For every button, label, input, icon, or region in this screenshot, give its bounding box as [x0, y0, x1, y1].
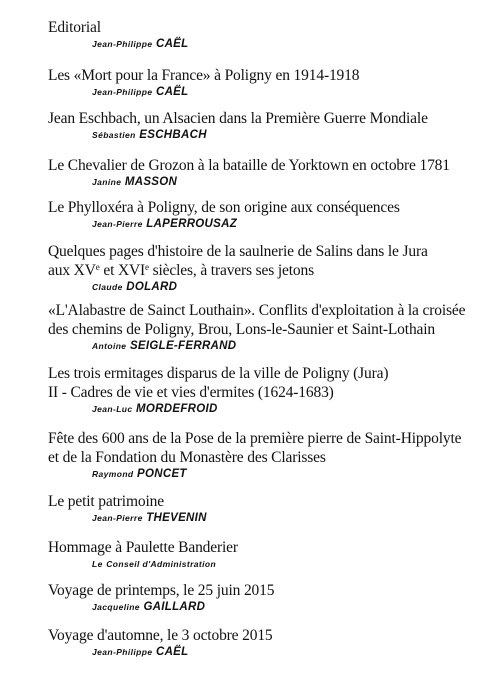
- entry-title: Les «Mort pour la France» à Poligny en 1914-1918: [48, 67, 360, 84]
- entry-author: Jacqueline GAILLARD: [92, 601, 206, 613]
- toc-entry: [48, 156, 488, 189]
- entry-author: Jean-Pierre LAPERROUSAZ: [92, 218, 238, 230]
- entry-author: Jean-Philippe CAËL: [92, 646, 189, 658]
- entry-author: Sébastien ESCHBACH: [92, 129, 207, 141]
- entry-title: Les trois ermitages disparus de la ville de Poligny (Jura): [48, 365, 389, 382]
- toc-entry: [48, 198, 488, 231]
- toc-entry: [48, 109, 488, 142]
- toc-entry: [48, 492, 488, 525]
- toc-entry: [48, 538, 488, 571]
- entry-title: Voyage de printemps, le 25 juin 2015: [48, 582, 275, 599]
- toc-entry: [48, 301, 488, 353]
- entry-title: Quelques pages d'histoire de la saulnerie de Salins dans le Jura: [48, 243, 428, 260]
- entry-title: Voyage d'automne, le 3 octobre 2015: [48, 627, 273, 644]
- entry-title: Hommage à Paulette Banderier: [48, 539, 238, 556]
- entry-author: Le Conseil d'Administration: [92, 559, 217, 569]
- entry-author: Jean-Luc MORDEFROID: [92, 403, 218, 415]
- entry-title: Fête des 600 ans de la Pose de la première pierre de Saint-Hippolyte: [48, 430, 462, 447]
- entry-title: «L'Alabastre de Sainct Louthain». Conflits d'exploitation à la croisée: [48, 302, 466, 319]
- entry-author: Jean-Philippe CAËL: [92, 86, 189, 98]
- entry-title-line: aux XVe et XVIe siècles, à travers ses jetons: [48, 262, 314, 279]
- entry-author: Janine MASSON: [92, 176, 178, 188]
- toc-entry: [48, 581, 488, 614]
- entry-title: Le petit patrimoine: [48, 493, 164, 510]
- entry-author: Jean-Philippe CAËL: [92, 38, 189, 50]
- toc-entry: [48, 429, 488, 481]
- entry-title-line: et de la Fondation du Monastère des Clarisses: [48, 449, 326, 466]
- toc-entry: [48, 364, 488, 416]
- entry-author: Jean-Pierre THEVENIN: [92, 512, 207, 524]
- toc-entry: [48, 66, 488, 99]
- entry-title: Le Phylloxéra à Poligny, de son origine aux conséquences: [48, 199, 400, 216]
- entry-author: Raymond PONCET: [92, 468, 187, 480]
- toc-entry: [48, 626, 488, 659]
- entry-author: Claude DOLARD: [92, 281, 178, 293]
- entry-title: Jean Eschbach, un Alsacien dans la Première Guerre Mondiale: [48, 110, 428, 127]
- entry-title-line: II - Cadres de vie et vies d'ermites (1624-1683): [48, 384, 334, 401]
- toc-entry: [48, 242, 488, 294]
- toc-entry: [48, 18, 488, 51]
- entry-author: Antoine SEIGLE-FERRAND: [92, 340, 237, 352]
- entry-title-line: des chemins de Poligny, Brou, Lons-le-Saunier et Saint-Lothain: [48, 321, 436, 338]
- entry-title: Le Chevalier de Grozon à la bataille de Yorktown en octobre 1781: [48, 157, 450, 174]
- entry-title: Editorial: [48, 19, 101, 36]
